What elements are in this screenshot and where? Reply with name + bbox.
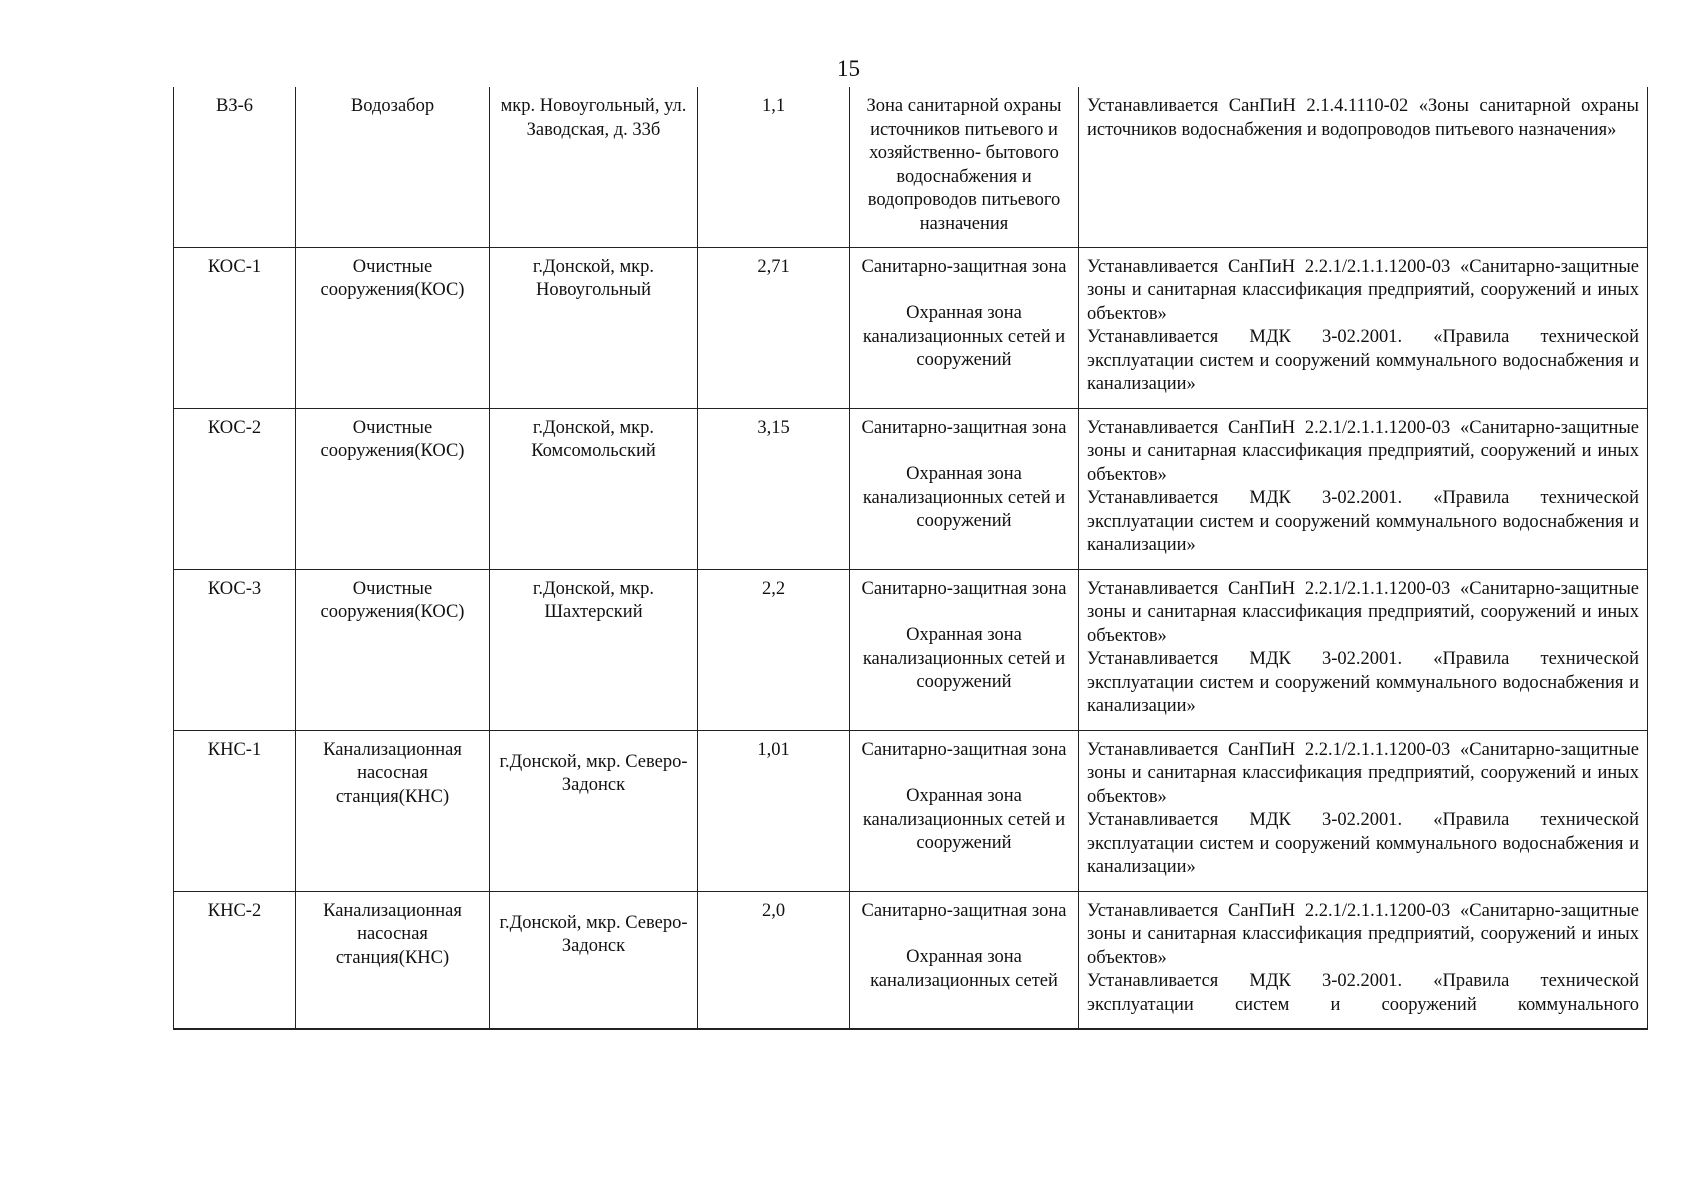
zone-type: Санитарно-защитная зона [861,256,1067,277]
area-value: 2,71 [698,247,850,408]
object-code: КОС-1 [174,247,296,408]
object-address: г.Донской, мкр. Новоугольный [490,247,698,408]
object-code: ВЗ-6 [174,87,296,247]
zones-table [173,87,1648,1030]
area-value: 2,2 [698,569,850,730]
regulation-text-secondary: Устанавливается МДК 3-02.2001. «Правила технической эксплуатации систем и сооружений коммунального водоснабжения и канализации» [1087,810,1639,877]
regulation-cell [1079,569,1648,730]
zone-cell [850,408,1079,569]
zone-spacer [858,923,1070,946]
zone-spacer [858,440,1070,463]
regulation-text: Устанавливается СанПиН 2.2.1/2.1.1.1200-03 «Санитарно-защитные зоны и санитарная классификация предприятий, сооружений и иных объектов» [1087,417,1639,485]
regulation-cell [1079,87,1648,247]
object-address: мкр. Новоугольный, ул. Заводская, д. 33б [490,87,698,247]
table-row [174,87,1648,247]
regulation-cell [1079,247,1648,408]
area-value: 1,1 [698,87,850,247]
regulation-cell [1079,408,1648,569]
regulation-text: Устанавливается СанПиН 2.1.4.1110-02 «Зоны санитарной охраны источников водоснабжения и водопроводов питьевого назначения» [1087,96,1639,140]
zone-type-secondary: Охранная зона канализационных сетей и сооружений [862,303,1066,370]
table-row [174,569,1648,730]
page-number: 15 [837,56,860,81]
zone-type: Санитарно-защитная зона [861,900,1067,921]
object-name: Водозабор [296,87,490,247]
object-code: КНС-2 [174,891,296,1029]
zone-type: Санитарно-защитная зона [861,739,1067,760]
area-value: 1,01 [698,730,850,891]
object-address [490,730,698,891]
regulation-text: Устанавливается СанПиН 2.2.1/2.1.1.1200-03 «Санитарно-защитные зоны и санитарная классификация предприятий, сооружений и иных объектов» [1087,900,1639,968]
object-address: г.Донской, мкр. Шахтерский [490,569,698,730]
table-row [174,730,1648,891]
object-name: Канализационная насосная станция(КНС) [296,730,490,891]
regulation-text: Устанавливается СанПиН 2.2.1/2.1.1.1200-03 «Санитарно-защитные зоны и санитарная классификация предприятий, сооружений и иных объектов» [1087,578,1639,646]
object-code: КНС-1 [174,730,296,891]
object-name: Канализационная насосная станция(КНС) [296,891,490,1029]
regulation-cell [1079,891,1648,1029]
table-row [174,408,1648,569]
regulation-text: Устанавливается СанПиН 2.2.1/2.1.1.1200-03 «Санитарно-защитные зоны и санитарная классификация предприятий, сооружений и иных объектов» [1087,739,1639,807]
area-value: 3,15 [698,408,850,569]
regulation-cell [1079,730,1648,891]
zone-type-secondary: Охранная зона канализационных сетей [870,947,1058,991]
regulation-text-secondary: Устанавливается МДК 3-02.2001. «Правила технической эксплуатации систем и сооружений коммунального [1087,971,1639,1015]
zone-type-secondary: Охранная зона канализационных сетей и сооружений [862,625,1066,692]
zone-spacer [858,601,1070,624]
object-address: г.Донской, мкр. Комсомольский [490,408,698,569]
zone-cell [850,730,1079,891]
zone-type: Зона санитарной охраны источников питьевого и хозяйственно- бытового водоснабжения и водопроводов питьевого назначения [866,96,1062,234]
zone-cell [850,891,1079,1029]
regulation-text-secondary: Устанавливается МДК 3-02.2001. «Правила технической эксплуатации систем и сооружений коммунального водоснабжения и канализации» [1087,649,1639,716]
object-address-text: г.Донской, мкр. Северо-Задонск [499,751,688,795]
object-name: Очистные сооружения(КОС) [296,569,490,730]
object-name: Очистные сооружения(КОС) [296,247,490,408]
regulation-text-secondary: Устанавливается МДК 3-02.2001. «Правила технической эксплуатации систем и сооружений коммунального водоснабжения и канализации» [1087,488,1639,555]
area-value: 2,0 [698,891,850,1029]
zone-type-secondary: Охранная зона канализационных сетей и сооружений [862,786,1066,853]
zone-spacer [858,762,1070,785]
regulation-text-secondary: Устанавливается МДК 3-02.2001. «Правила технической эксплуатации систем и сооружений коммунального водоснабжения и канализации» [1087,327,1639,394]
object-name: Очистные сооружения(КОС) [296,408,490,569]
zone-type: Санитарно-защитная зона [861,578,1067,599]
zone-cell [850,87,1079,247]
object-address [490,891,698,1029]
table-row [174,247,1648,408]
regulation-text: Устанавливается СанПиН 2.2.1/2.1.1.1200-03 «Санитарно-защитные зоны и санитарная классификация предприятий, сооружений и иных объектов» [1087,256,1639,324]
zone-spacer [858,279,1070,302]
object-code: КОС-2 [174,408,296,569]
zone-type: Санитарно-защитная зона [861,417,1067,438]
object-code: КОС-3 [174,569,296,730]
zone-cell [850,247,1079,408]
zone-cell [850,569,1079,730]
object-address-text: г.Донской, мкр. Северо-Задонск [499,912,688,956]
table-row [174,891,1648,1029]
zone-type-secondary: Охранная зона канализационных сетей и сооружений [862,464,1066,531]
